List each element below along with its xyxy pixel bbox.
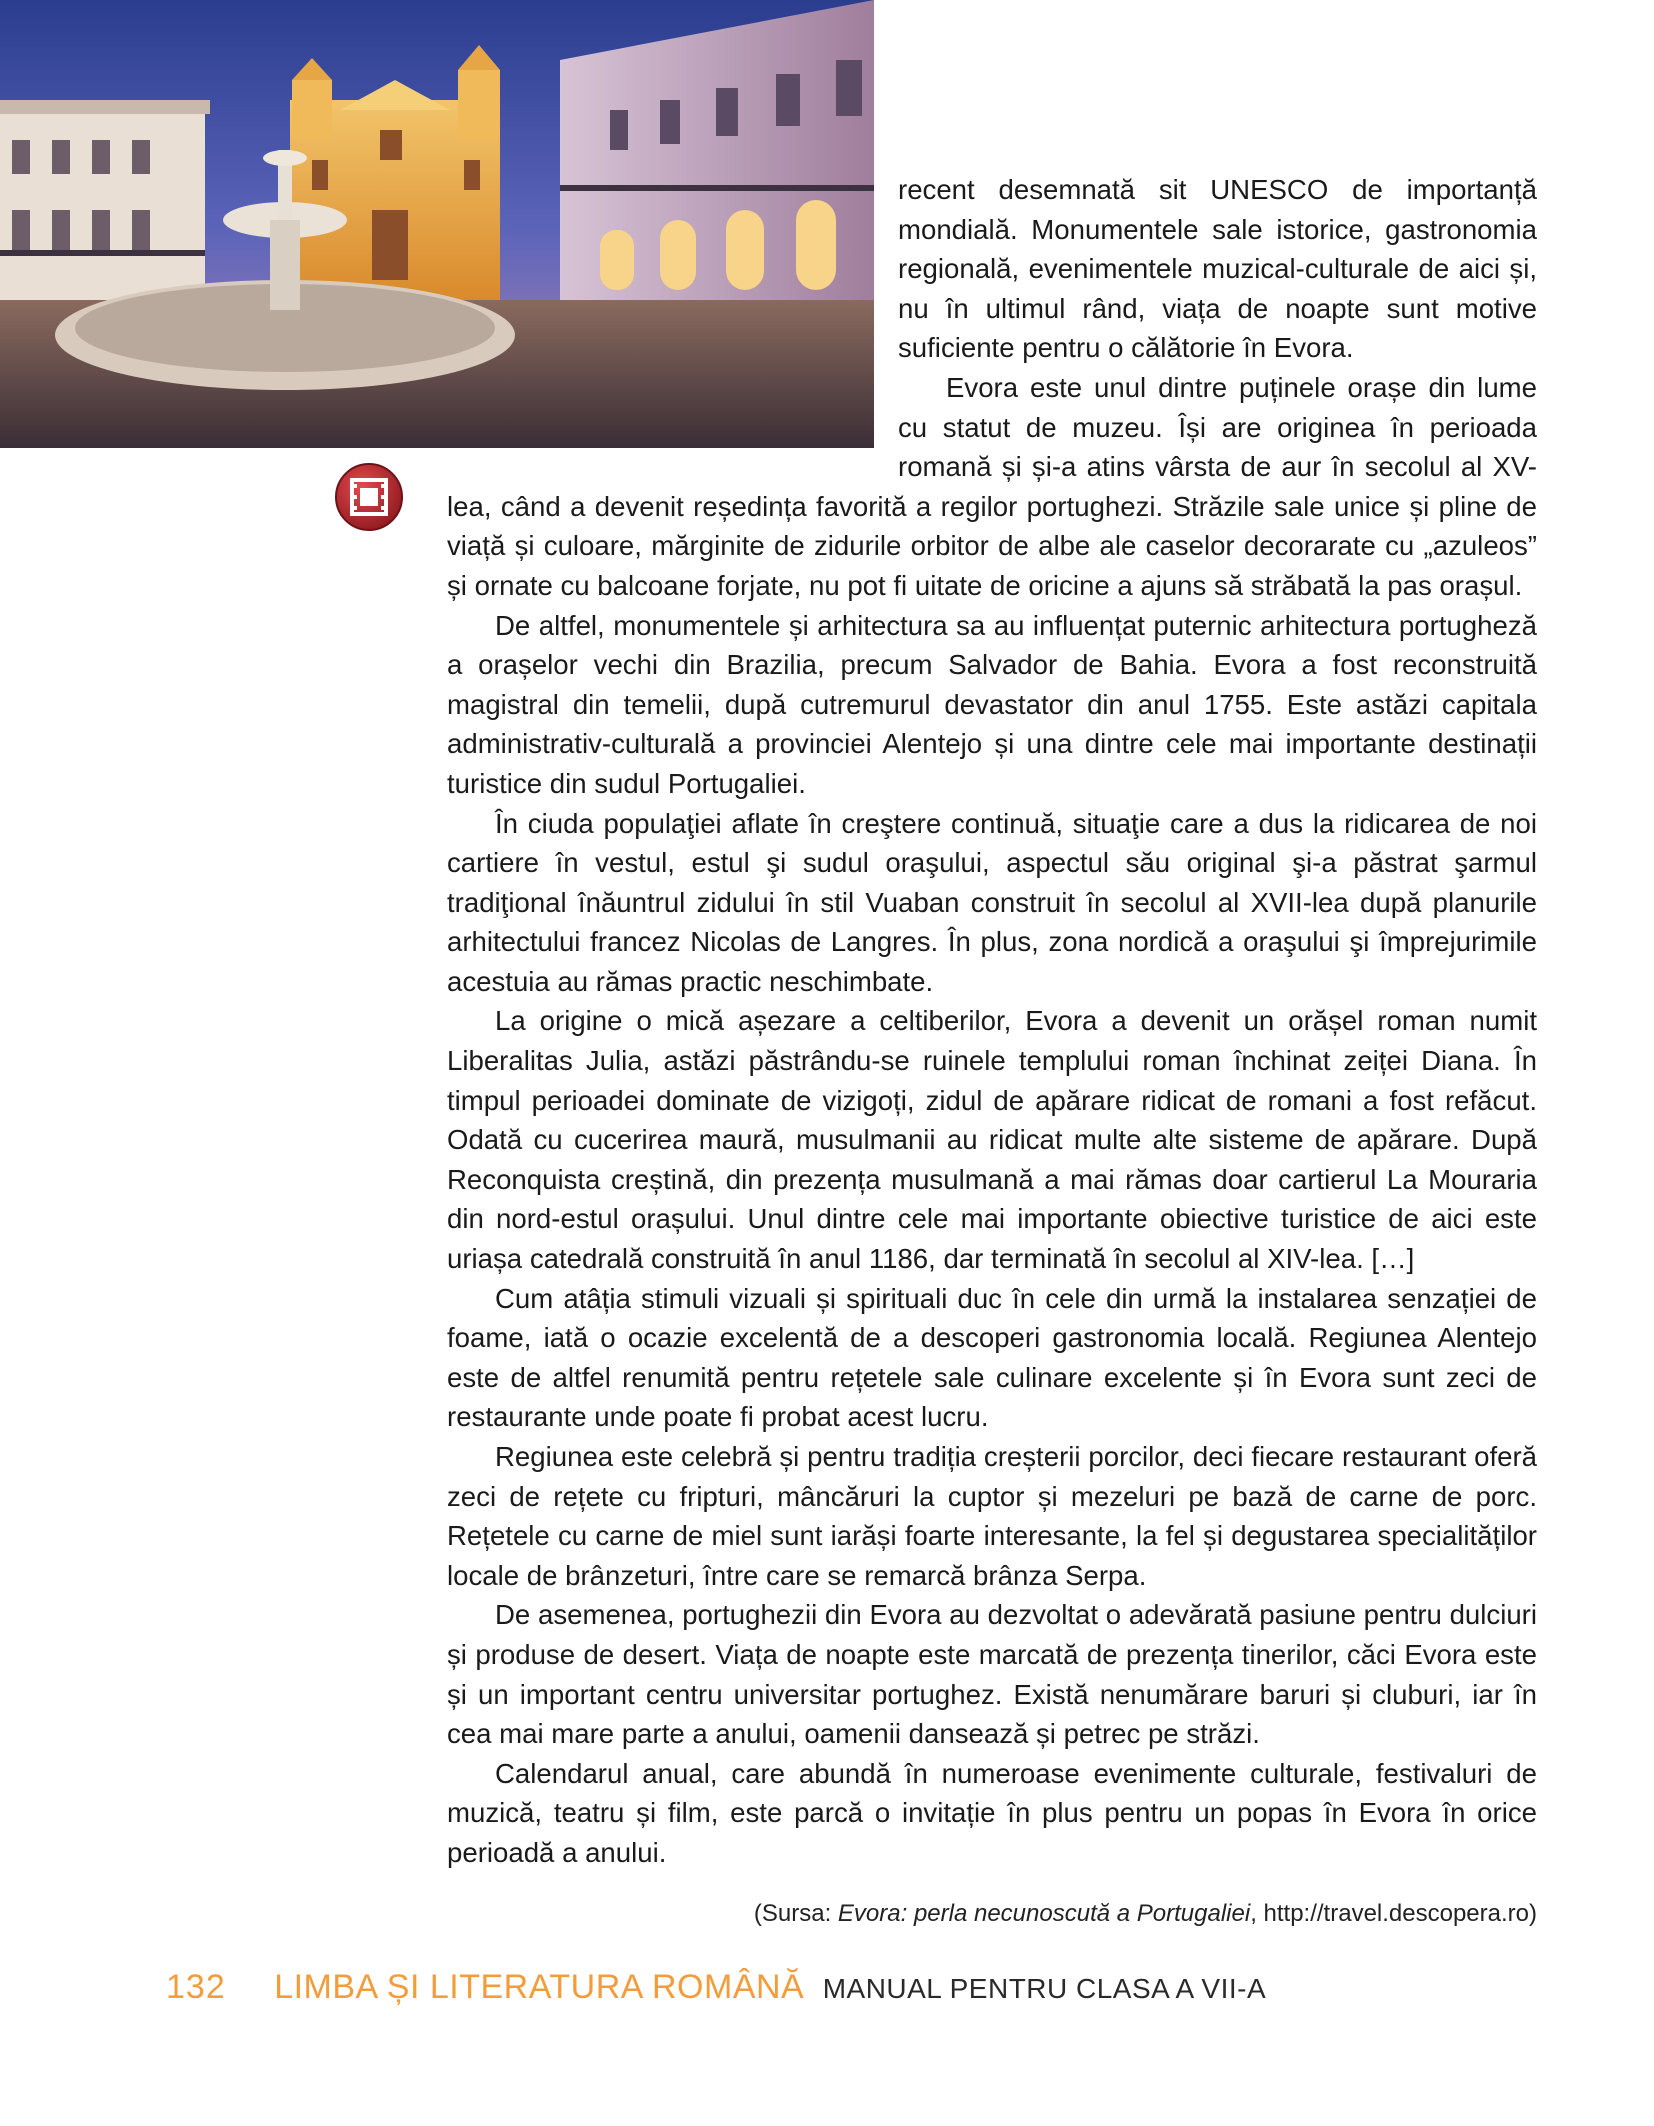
article-paragraph: De altfel, monumentele și arhitectura sa au influențat puternic arhitectura portugheză a orașelor vechi din Brazilia, precum Salvador de Bahia. Evora a fost reconstruită magistral din temelii, după cutremurul devastator din anul 1755. Este astăzi capitala administrativ-culturală a provinciei Alentejo și una dintre cele mai importante destinații turistice din sudul Portugaliei. — [447, 609, 1537, 799]
page-number: 132 — [166, 1968, 226, 2006]
article-paragraph: recent desemnată sit UNESCO de importanță mondială. Monumentele sale istorice, gastronomia regională, evenimentele muzical-culturale de aici și, nu în ultimul rând, viața de noapte sunt motive suficiente pentru o călătorie în Evora. — [898, 174, 1537, 364]
source-link[interactable]: , http://travel.descopera.ro) — [1250, 1900, 1537, 1927]
article-paragraph: Evora este unul dintre puținele orașe din lume cu statut de muzeu. Își are originea în perioada romană și și-a atins vârsta de aur în secolul al XV-lea, când a devenit reședința favorită a regilor portughezi. Străzile sale unice și pline de viață și culoare, mărginite de zidurile orbitor de albe ale caselor decorarate cu „azuleos” și ornate cu balcoane forjate, nu pot fi uitate de oricine a ajuns să străbată la pas orașul. — [447, 371, 1537, 601]
article-paragraph: Cum atâția stimuli vizuali și spirituali duc în cele din urmă la instalarea senzației de foame, iată o ocazie excelentă de a descoperi gastronomia locală. Regiunea Alentejo este de altfel renumită pentru rețetele sale culinare excelente și în Evora sunt zeci de restaurante unde poate fi probat acest lucru. — [447, 1282, 1537, 1433]
article-paragraph: În ciuda populaţiei aflate în creştere continuă, situaţie care a dus la ridicarea de noi cartiere în vestul, estul şi sudul oraşului, aspectul său original şi-a păstrat şarmul tradiţional înăuntrul zidului în stil Vuaban construit în secolul al XVII-lea după planurile arhitectului francez Nicolas de Langres. În plus, zona nordică a oraşului şi împrejurimile acestuia au rămas practic neschimbate. — [447, 807, 1537, 997]
source-title: Evora: perla necunoscută a Portugaliei — [837, 1900, 1251, 1927]
article-body — [447, 170, 1537, 1873]
source-citation — [754, 1897, 1537, 1931]
film-icon[interactable] — [334, 462, 404, 532]
film-icon-graphic — [334, 462, 404, 532]
page-footer — [166, 1968, 1266, 2018]
manual-title: MANUAL PENTRU CLASA A VII-A — [822, 1973, 1267, 2004]
article-paragraph: Calendarul anual, care abundă în numeroase evenimente culturale, festivaluri de muzică, teatru și film, este parcă o invitație în plus pentru un popas în Evora în orice perioadă a anului. — [447, 1757, 1537, 1868]
article-paragraph: Regiunea este celebră și pentru tradiția creșterii porcilor, deci fiecare restaurant oferă zeci de rețete cu fripturi, mâncăruri la cuptor și mezeluri pe bază de carne de porc. Rețetele cu carne de miel sunt iarăși foarte interesante, la fel și degustarea specialităților locale de brânzeturi, între care se remarcă brânza Serpa. — [447, 1441, 1537, 1591]
subject-title: LIMBA ȘI LITERATURA ROMÂNĂ — [274, 1968, 805, 2006]
article-paragraph: La origine o mică așezare a celtiberilor, Evora a devenit un orășel roman numit Liberalitas Julia, astăzi păstrându-se ruinele templului roman închinat zeiței Diana. În timpul perioadei dominate de vizigoți, zidul de apărare ridicat de romani a fost refăcut. Odată cu cucerirea maură, musulmanii au ridicat multe alte sisteme de apărare. După Reconquista creștină, din prezența musulmană a mai rămas doar cartierul La Mouraria din nord-estul orașului. Unul dintre cele mai importante obiective turistice de aici este uriașa catedrală construită în anul 1186, dar terminată în secolul al XIV-lea. […] — [447, 1005, 1537, 1275]
source-prefix: (Sursa: — [753, 1900, 838, 1927]
image-wrap-spacer — [447, 170, 898, 462]
article-paragraph: De asemenea, portughezii din Evora au dezvoltat o adevărată pasiune pentru dulciuri și produse de desert. Viața de noapte este marcată de prezența tinerilor, căci Evora este și un important centru universitar portughez. Există nenumărare baruri și cluburi, iar în cea mai mare parte a anului, oamenii dansează și petrec pe străzi. — [447, 1599, 1537, 1750]
